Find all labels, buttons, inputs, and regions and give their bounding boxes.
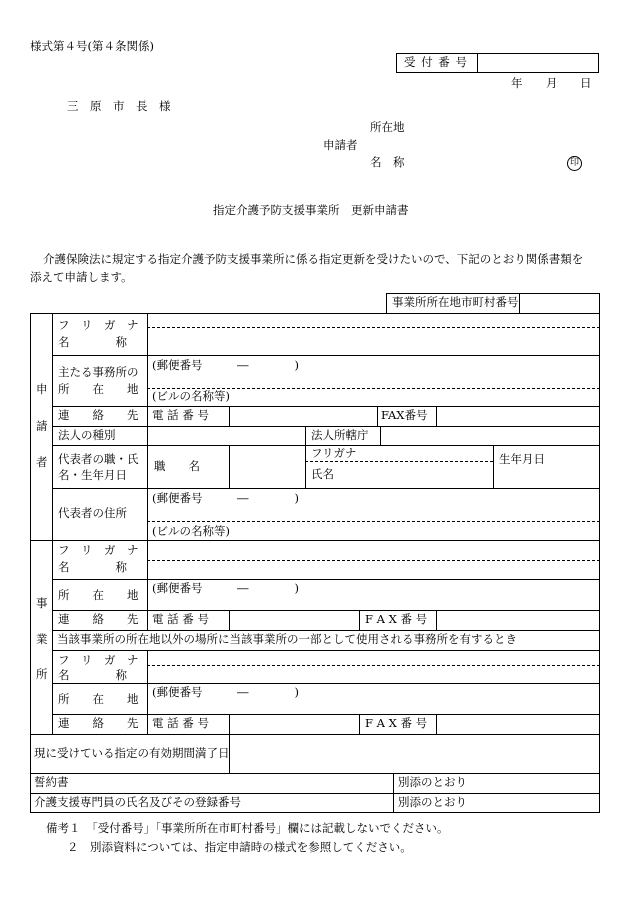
- page-title: 指定介護予防支援事業所 更新申請書: [213, 203, 409, 217]
- representative-furigana-label: フリガナ: [311, 446, 357, 460]
- month-label: 月: [546, 76, 558, 90]
- main-office-label-1: 主たる事務所の: [58, 365, 139, 379]
- corp-office-label: 法人所轄庁: [311, 428, 369, 442]
- representative-postal: (郵便番号 ― ): [152, 491, 299, 505]
- office-name-label: 名 称: [58, 560, 127, 574]
- day-label: 日: [580, 76, 592, 90]
- representative-name-label: 氏名: [311, 467, 334, 481]
- representative-label-2: 名・生年月日: [58, 468, 127, 482]
- office-phone-label: 電 話 番 号: [152, 612, 209, 626]
- applicant-group-char-1: 申: [36, 382, 48, 396]
- representative-address-label: 代表者の住所: [58, 506, 127, 520]
- intro-line-1: 介護保険法に規定する指定介護予防支援事業所に係る指定更新を受けたいので、下記のとおり関係書類を: [43, 252, 584, 266]
- specialist-label: 介護支援専門員の氏名及びその登録番号: [34, 795, 241, 809]
- applicant-group-char-2: 請: [36, 419, 48, 433]
- applicant-contact-label: 連 絡 先: [58, 408, 139, 422]
- municipality-code-label: 事業所所在地市町村番号: [392, 295, 519, 309]
- expiry-date-label: 現に受けている指定の有効期間満了日: [34, 746, 230, 760]
- applicant-label: 申請者: [323, 138, 358, 152]
- address-label: 所在地: [370, 120, 405, 134]
- corp-type-label: 法人の種別: [58, 428, 116, 442]
- intro-line-2: 添えて申請します。: [30, 270, 133, 284]
- representative-label-1: 代表者の職・氏: [58, 452, 139, 466]
- office-group-char-3: 所: [36, 667, 48, 681]
- addressee: 三 原 市 長 様: [67, 99, 171, 113]
- office-group-char-2: 業: [36, 632, 48, 646]
- branch-fax-label: F A X 番 号: [365, 716, 428, 730]
- office-location-label: 所 在 地: [58, 588, 139, 602]
- branch-location-label: 所 在 地: [58, 692, 139, 706]
- branch-office-note: 当該事業所の所在地以外の場所に当該事業所の一部として使用される事務所を有するとき: [57, 632, 517, 646]
- note-2: ２ 別添資料については、指定申請時の様式を参照してください。: [67, 840, 412, 854]
- birth-date-label: 生年月日: [499, 452, 545, 466]
- office-contact-label: 連 絡 先: [58, 612, 139, 626]
- form-id: 様式第４号(第４条関係): [30, 39, 154, 53]
- branch-phone-label: 電 話 番 号: [152, 716, 209, 730]
- year-label: 年: [511, 76, 523, 90]
- specialist-value: 別添のとおり: [398, 795, 467, 809]
- pledge-label: 誓約書: [34, 775, 69, 789]
- office-fax-label: F A X 番 号: [365, 612, 428, 626]
- note-1: 備考１ 「受付番号」「事業所所在市町村番号」欄には記載しないでください。: [46, 821, 449, 835]
- seal-icon: 印: [567, 156, 582, 171]
- receipt-number-label: 受 付 番 号: [404, 55, 468, 69]
- main-office-label-2: 所 在 地: [58, 382, 139, 396]
- applicant-group-char-3: 者: [36, 455, 48, 469]
- receipt-number-field[interactable]: [480, 55, 600, 73]
- applicant-furigana-label: フ リ ガ ナ: [58, 318, 139, 332]
- branch-contact-label: 連 絡 先: [58, 716, 139, 730]
- applicant-phone-label: 電 話 番 号: [152, 408, 209, 422]
- applicant-name-label: 名 称: [58, 335, 127, 349]
- main-office-postal: (郵便番号 ― ): [152, 358, 299, 372]
- pledge-value: 別添のとおり: [398, 775, 467, 789]
- office-postal: (郵便番号 ― ): [152, 581, 299, 595]
- branch-furigana-label: フ リ ガ ナ: [58, 653, 139, 667]
- position-label: 職 名: [154, 459, 200, 473]
- branch-name-label: 名 称: [58, 668, 127, 682]
- name-label: 名 称: [370, 155, 405, 169]
- office-group-char-1: 事: [36, 596, 48, 610]
- applicant-fax-label: FAX番号: [381, 408, 428, 422]
- office-furigana-label: フ リ ガ ナ: [58, 543, 139, 557]
- representative-building: (ビルの名称等): [152, 524, 230, 538]
- main-office-building: (ビルの名称等): [152, 389, 230, 403]
- branch-postal: (郵便番号 ― ): [152, 685, 299, 699]
